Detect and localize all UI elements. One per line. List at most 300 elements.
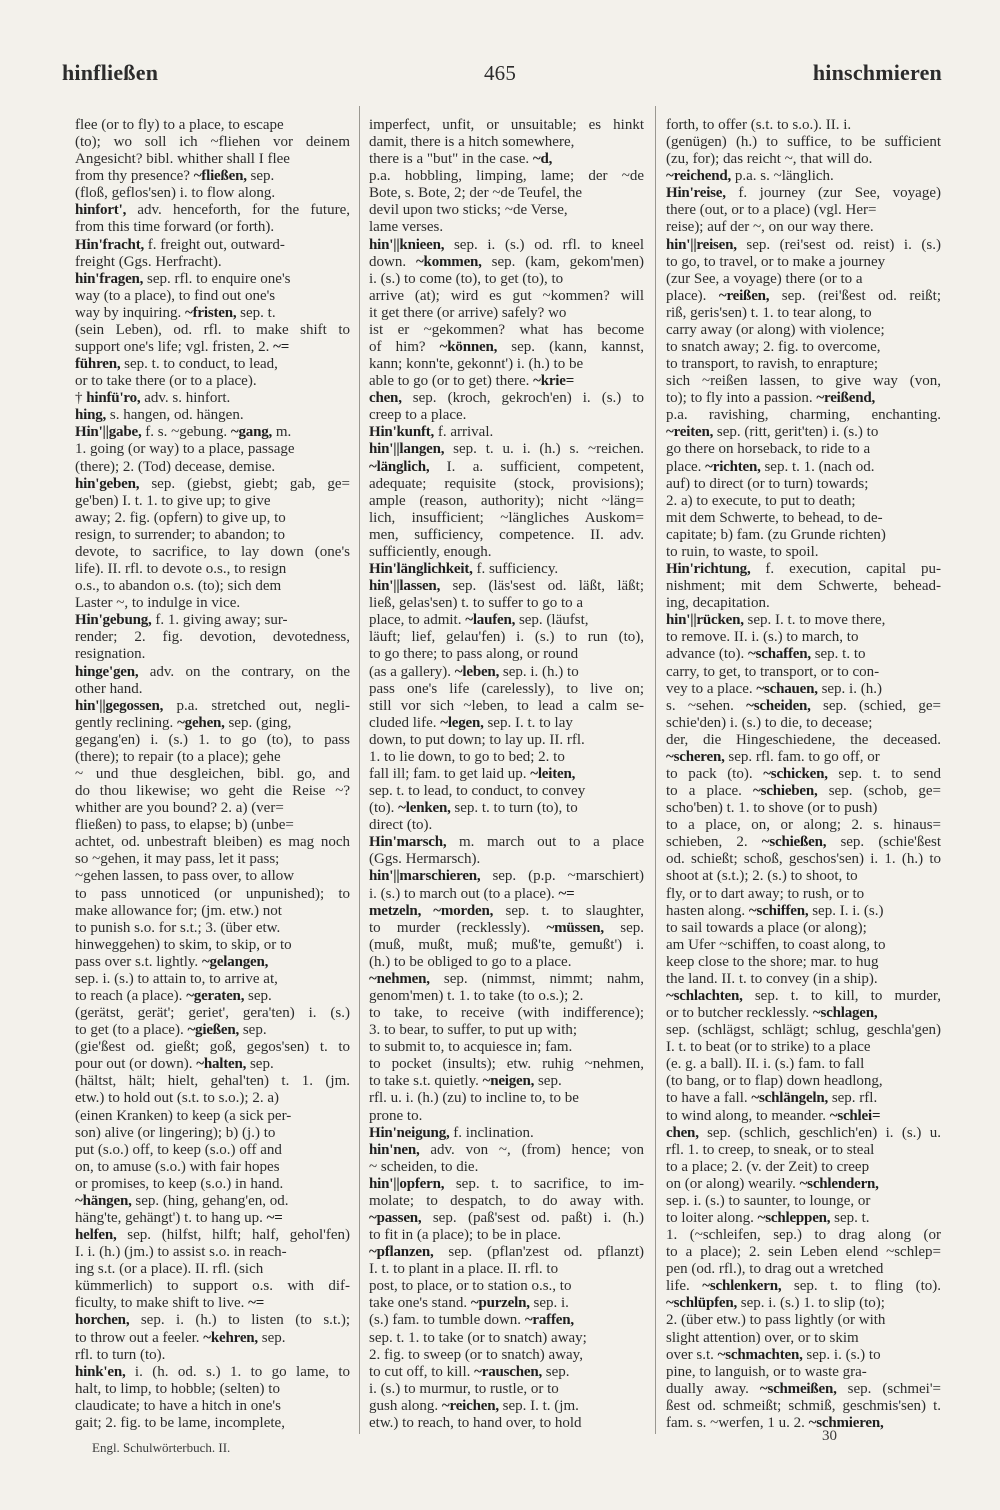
headword: ~schleppen, xyxy=(757,1210,831,1226)
entry-line xyxy=(666,237,941,254)
entry-line xyxy=(75,646,350,663)
headword: ~d, xyxy=(532,151,553,168)
entry-line-text xyxy=(369,441,644,458)
entry-text: schieben, 2. xyxy=(666,834,762,851)
entry-line xyxy=(75,1176,350,1193)
entry-line-text xyxy=(75,305,276,322)
entry-text: achtet, od. unbestraft bleiben) es mag noch xyxy=(75,834,350,851)
entry-line-text xyxy=(666,629,858,646)
entry-line-text xyxy=(666,339,881,356)
entry-line xyxy=(75,937,350,954)
entry-line-text xyxy=(369,322,644,339)
entry-line-text xyxy=(369,886,574,903)
entry-line-text xyxy=(369,1295,569,1312)
entry-text: 2. (über etw.) to pass lightly (or with xyxy=(666,1312,886,1329)
entry-line-text xyxy=(369,817,432,834)
headword: ~pflanzen, xyxy=(369,1244,434,1261)
entry-line-text xyxy=(369,339,644,356)
entry-line xyxy=(666,783,941,800)
entry-text: (as a gallery). xyxy=(369,663,455,680)
entry-line xyxy=(369,1364,644,1381)
entry-line-text xyxy=(369,1073,562,1090)
entry-line-text xyxy=(666,1056,864,1073)
entry-text: sep. (schied, ge= xyxy=(810,697,941,714)
entry-text: sep. xyxy=(257,1329,286,1346)
entry-text: sep. t. xyxy=(236,304,276,321)
entry-text: ample (reason, authority); nicht ~läng= xyxy=(369,492,644,509)
entry-line xyxy=(666,1090,941,1107)
entry-line xyxy=(666,715,941,732)
entry-text: sep. t. to conduct, to lead, xyxy=(120,356,278,373)
headword: ~schießen, xyxy=(761,834,827,851)
entry-text: sep. t. to sacrifice, to im- xyxy=(444,1175,644,1192)
entry-text: mit dem Schwerte, to behead, to de- xyxy=(666,509,883,526)
entry-line xyxy=(369,1398,644,1415)
entry-text: 2. fig. to sweep (or to snatch) away, xyxy=(369,1346,583,1363)
headword: ~kehren, xyxy=(203,1329,258,1346)
entry-text: imperfect, unfit, or unsuitable; es hinkt xyxy=(369,117,644,133)
entry-line xyxy=(369,766,644,783)
entry-text: sep. I. i. (s.) xyxy=(808,902,884,919)
entry-line xyxy=(369,629,644,646)
entry-line-text xyxy=(369,493,644,510)
headword: ~schieben, xyxy=(753,783,818,800)
headword: ~reißen, xyxy=(718,287,770,304)
entry-line xyxy=(369,1005,644,1022)
entry-line xyxy=(369,903,644,920)
entry-line-text xyxy=(666,1210,870,1227)
entry-line xyxy=(666,937,941,954)
entry-line xyxy=(75,356,350,373)
entry-line-text xyxy=(369,544,491,561)
entry-text: ing, decapitation. xyxy=(666,595,770,612)
entry-text: f. journey (zur See, voyage) xyxy=(725,185,941,202)
entry-text: to pack (to). xyxy=(666,765,764,782)
entry-line xyxy=(75,1347,350,1364)
entry-line-text xyxy=(75,1108,291,1125)
entry-line xyxy=(369,1261,644,1278)
entry-text: 3. to bear, to suffer, to put up with; xyxy=(369,1022,578,1039)
entry-text: to take, to receive (with indifference); xyxy=(369,1005,644,1022)
entry-line xyxy=(369,288,644,305)
entry-text: sep. (hing, gehang'en, od. xyxy=(131,1192,289,1209)
entry-text: son) alive (or lingering); b) (j.) to xyxy=(75,1124,276,1141)
entry-line xyxy=(75,271,350,288)
entry-line-text xyxy=(666,612,885,629)
entry-text: f. sufficiency. xyxy=(472,561,559,578)
entry-line-text xyxy=(666,1330,859,1347)
entry-line xyxy=(666,117,941,134)
entry-line xyxy=(666,1159,941,1176)
entry-text: sep. (hilfst, hilft; half, gehol'fen) xyxy=(116,1227,350,1244)
entry-line-text xyxy=(75,1142,282,1159)
headword: ~schlängeln, xyxy=(751,1090,829,1107)
entry-line-text xyxy=(75,698,350,715)
page-number: 465 xyxy=(483,61,517,85)
entry-line xyxy=(75,817,350,834)
entry-text: sep. (läufst, xyxy=(515,612,589,629)
entry-text: sep. (schlich, geschlich'en) i. (s.) u. xyxy=(698,1124,941,1141)
entry-text: gently reclining. xyxy=(75,714,178,731)
entry-line-text xyxy=(369,1312,574,1329)
entry-text: whither are you bound? 2. a) (ver= xyxy=(75,800,284,817)
entry-line-text xyxy=(369,373,574,390)
entry-line xyxy=(75,202,350,219)
entry-text: fam. s. ~werfen, 1 u. 2. xyxy=(666,1414,809,1431)
headword: ~schlenkern, xyxy=(702,1278,782,1295)
headword: ~geraten, xyxy=(186,987,245,1004)
headword: hinfort', xyxy=(75,202,127,219)
entry-line-text xyxy=(369,1090,579,1107)
entry-text: to have a fall. xyxy=(666,1090,752,1107)
entry-text: molate; to despatch, to do away with. xyxy=(369,1192,644,1209)
entry-text: lame verses. xyxy=(369,219,444,236)
entry-line xyxy=(369,1210,644,1227)
headword: ~leben, xyxy=(454,663,500,680)
headword: ~schaffen, xyxy=(748,646,811,663)
entry-line xyxy=(666,510,941,527)
entry-line xyxy=(369,681,644,698)
headword: ~gießen, xyxy=(187,1022,240,1039)
entry-line-text xyxy=(666,817,941,834)
entry-line-text xyxy=(666,698,941,715)
entry-line xyxy=(369,459,644,476)
entry-text: I. i. (h.) (jm.) to assist s.o. in reach- xyxy=(75,1244,287,1261)
entry-text: keep close to the shore; mar. to hug xyxy=(666,953,879,970)
entry-line-text xyxy=(75,886,350,903)
entry-line xyxy=(666,339,941,356)
entry-text: to transport, to ravish, to enrapture; xyxy=(666,356,879,373)
entry-text: ing s.t. (or a place). II. rfl. (sich xyxy=(75,1261,264,1278)
entry-line-text xyxy=(369,407,466,424)
headword: Hin'gebung, xyxy=(75,612,152,629)
entry-text: life). II. rfl. to devote o.s., to resign xyxy=(75,561,287,578)
entry-line xyxy=(75,1005,350,1022)
entry-line-text xyxy=(666,664,879,681)
entry-text: pen (od. rfl.), to drag out a wretched xyxy=(666,1261,884,1278)
entry-line-text xyxy=(369,629,644,646)
headword: ~legen, xyxy=(440,714,484,731)
entry-line-text xyxy=(666,1176,879,1193)
headword: Hin'marsch, xyxy=(369,834,447,851)
entry-text: p.a. stretched out, negli- xyxy=(163,697,350,714)
entry-text: sep. t. xyxy=(830,1210,870,1226)
entry-line xyxy=(666,664,941,681)
entry-text: sep. xyxy=(603,919,644,936)
entry-line-text xyxy=(666,510,883,527)
entry-line-text xyxy=(75,288,275,305)
entry-text: sep. I. t. to move there, xyxy=(743,612,886,629)
entry-text: other hand. xyxy=(75,680,143,697)
entry-line-text xyxy=(369,903,644,920)
entry-line-text xyxy=(369,1005,644,1022)
entry-line-text xyxy=(75,903,282,920)
entry-text: p.a. s. ~länglich. xyxy=(731,168,834,185)
entry-line xyxy=(666,459,941,476)
entry-line xyxy=(369,134,644,151)
entry-line xyxy=(666,1227,941,1244)
entry-text: shoot at (s.t.); 2. (s.) to shoot, to xyxy=(666,868,858,885)
entry-line xyxy=(369,271,644,288)
entry-line xyxy=(369,1142,644,1159)
entry-text: render; 2. fig. devotion, devotedness, xyxy=(75,629,350,646)
entry-text: sep. (kann, kannst, xyxy=(497,339,644,356)
entry-line-text xyxy=(75,476,350,493)
entry-line xyxy=(75,339,350,356)
entry-text: sep. (giebst, giebt; gab, ge= xyxy=(139,475,350,492)
headword: ~schlei= xyxy=(829,1107,881,1124)
entry-line xyxy=(666,1056,941,1073)
entry-line xyxy=(75,544,350,561)
entry-line-text xyxy=(666,271,863,288)
entry-text: hinweggehen) to skim, to skip, or to xyxy=(75,936,292,953)
entry-line xyxy=(666,407,941,424)
entry-line xyxy=(666,424,941,441)
headword: hinge'gen, xyxy=(75,663,139,680)
entry-text: schie'den) i. (s.) to die, to decease; xyxy=(666,714,873,731)
entry-text: direct (to). xyxy=(369,817,433,834)
entry-text: make allowance for; (jm. etw.) not xyxy=(75,902,282,919)
entry-line xyxy=(666,629,941,646)
entry-line xyxy=(75,237,350,254)
entry-line xyxy=(75,1295,350,1312)
entry-text: gush along. xyxy=(369,1397,442,1414)
entry-text: to go, to travel, or to make a journey xyxy=(666,253,886,270)
entry-text: sep. rfl. to enquire one's xyxy=(143,270,291,287)
entry-text: (Ggs. Hermarsch). xyxy=(369,851,481,868)
entry-line-text xyxy=(369,134,574,151)
entry-text: rfl. to turn (to). xyxy=(75,1346,166,1363)
headword: Hin'länglichkeit, xyxy=(369,561,473,578)
entry-line xyxy=(369,1159,644,1176)
headword: metzeln, ~morden, xyxy=(369,902,494,919)
entry-line-text xyxy=(369,476,644,493)
entry-text: arrive (at); wird es gut ~kommen? will xyxy=(369,287,644,304)
entry-line-text xyxy=(369,1347,583,1364)
entry-line xyxy=(369,339,644,356)
headword: hin'||marschieren, xyxy=(369,868,481,885)
entry-line-text xyxy=(369,237,644,254)
entry-text: post, to place, or to station o.s., to xyxy=(369,1278,572,1295)
entry-line-text xyxy=(666,168,834,185)
entry-line-text xyxy=(369,1159,478,1176)
entry-line-text xyxy=(369,1364,570,1381)
entry-text: adv. henceforth, for the future, xyxy=(126,202,350,219)
entry-line xyxy=(666,1193,941,1210)
entry-line xyxy=(75,1398,350,1415)
headword: ~scheiden, xyxy=(746,697,811,714)
entry-line-text xyxy=(75,510,286,527)
entry-text: sep. i. (s.) od. rfl. to kneel xyxy=(444,236,644,253)
entry-line xyxy=(666,903,941,920)
entry-line-text xyxy=(666,544,819,561)
entry-line-text xyxy=(666,493,856,510)
entry-text: sep. (p.p. ~marschiert) xyxy=(480,868,644,885)
entry-line xyxy=(666,988,941,1005)
entry-line xyxy=(666,1415,941,1432)
entry-text: am Ufer ~schiffen, to coast along, to xyxy=(666,936,886,953)
entry-text: sep. (kroch, gekroch'en) i. (s.) to xyxy=(401,390,644,407)
entry-line xyxy=(75,1244,350,1261)
entry-line xyxy=(666,1278,941,1295)
entry-text: to ruin, to waste, to spoil. xyxy=(666,543,819,560)
headword: horchen, xyxy=(75,1312,130,1329)
entry-line-text xyxy=(75,1159,280,1176)
entry-line-text xyxy=(75,1210,283,1227)
entry-line-text xyxy=(369,356,583,373)
entry-line xyxy=(666,1398,941,1415)
entry-line xyxy=(369,356,644,373)
entry-text: freight (Ggs. Herfracht). xyxy=(75,253,222,270)
entry-text: 1. going (or way) to a place, passage xyxy=(75,441,295,458)
entry-text: pour out (or down). xyxy=(75,1056,197,1073)
entry-line xyxy=(75,1125,350,1142)
headword: Hin'neigung, xyxy=(369,1124,450,1141)
entry-line xyxy=(666,168,941,185)
entry-text: gegang'en) i. (s.) 1. to go (to), to pass xyxy=(75,731,350,748)
entry-line-text xyxy=(369,646,578,663)
entry-text: to reach (a place). xyxy=(75,987,187,1004)
entry-line xyxy=(666,305,941,322)
entry-line xyxy=(75,185,350,202)
entry-text: advance (to). xyxy=(666,646,749,663)
headword: hing, xyxy=(75,407,107,424)
headword: ~schiffen, xyxy=(748,902,809,919)
entry-text: ließ, gelas'sen) t. to suffer to go to a xyxy=(369,595,584,612)
entry-text: Bote, s. Bote, 2; der ~de Teufel, the xyxy=(369,185,582,202)
entry-text: (floß, geflos'sen) i. to flow along. xyxy=(75,185,276,202)
entry-line-text xyxy=(75,237,285,254)
entry-line-text xyxy=(666,988,941,1005)
entry-text: häng'te, gehängt') t. to hang up. xyxy=(75,1210,267,1226)
headword: hin'||reisen, xyxy=(666,236,737,253)
entry-text: fly, or to dart away; to rush, or to xyxy=(666,885,865,902)
headword: hin'fragen, xyxy=(75,270,144,287)
entry-line-text xyxy=(369,271,563,288)
entry-line xyxy=(369,185,644,202)
entry-text: sep. (kam, gekom'men) xyxy=(481,253,644,270)
entry-text: (to). xyxy=(369,800,399,817)
entry-text: from thy presence? xyxy=(75,168,194,185)
entry-line-text xyxy=(666,424,878,441)
entry-line xyxy=(666,698,941,715)
entry-line xyxy=(75,595,350,612)
headword: Hin'reise, xyxy=(666,185,726,202)
headword: chen, xyxy=(666,1124,699,1141)
entry-text: to murder (recklessly). xyxy=(369,919,547,936)
entry-line xyxy=(369,920,644,937)
entry-line-text xyxy=(75,424,291,441)
entry-line-text xyxy=(369,578,644,595)
entry-text: sep. (schmei'= xyxy=(836,1380,942,1397)
entry-line-text xyxy=(369,1142,644,1159)
headword: ~gehen, xyxy=(177,714,225,731)
entry-text: way by inquiring. xyxy=(75,304,185,321)
entry-line xyxy=(666,1073,941,1090)
entry-line xyxy=(666,493,941,510)
entry-line xyxy=(369,1278,644,1295)
entry-text: adv. on the contrary, on the xyxy=(138,663,350,680)
entry-text: sep. (läs'sest od. läßt, läßt; xyxy=(440,578,644,595)
entry-line-text xyxy=(666,390,875,407)
entry-text: rfl. 1. to creep, to sneak, or to steal xyxy=(666,1141,875,1158)
entry-line xyxy=(369,168,644,185)
entry-line-text xyxy=(369,595,583,612)
entry-line-text xyxy=(666,254,885,271)
headword: hin'||lassen, xyxy=(369,578,441,595)
entry-text: gait; 2. fig. to be lame, incomplete, xyxy=(75,1414,285,1431)
entry-line xyxy=(75,1159,350,1176)
entry-line xyxy=(369,1022,644,1039)
entry-line-text xyxy=(666,578,941,595)
headword: hin'nen, xyxy=(369,1141,420,1158)
entry-line-text xyxy=(666,407,941,424)
entry-line xyxy=(666,254,941,271)
entry-text: ge'ben) I. t. 1. to give up; to give xyxy=(75,492,271,509)
headword: ~fristen, xyxy=(185,304,237,321)
entry-text: on, to amuse (s.o.) with fair hopes xyxy=(75,1158,280,1175)
entry-text: or to butcher recklessly. xyxy=(666,1005,813,1022)
entry-line xyxy=(369,1090,644,1107)
entry-text: or to take there (or to a place). xyxy=(75,373,257,390)
entry-line xyxy=(75,561,350,578)
entry-line-text xyxy=(75,219,274,236)
entry-line xyxy=(75,1312,350,1329)
entry-line-text xyxy=(75,1330,285,1347)
entry-text: it get there (or arrive) safely? wo xyxy=(369,304,567,321)
entry-text: etw.) to reach, to hand over, to hold xyxy=(369,1414,582,1431)
entry-text: to a place, on, or along; 2. s. hinaus= xyxy=(666,817,941,834)
entry-line xyxy=(75,151,350,168)
entry-line-text xyxy=(369,390,644,407)
entry-line xyxy=(369,1244,644,1261)
entry-line-text xyxy=(369,1125,534,1142)
entry-text: adv. s. hinfort. xyxy=(140,390,231,407)
entry-line xyxy=(666,1210,941,1227)
entry-text: go there on horseback, to ride to a xyxy=(666,441,871,458)
entry-line xyxy=(75,1056,350,1073)
entry-text: to throw out a feeler. xyxy=(75,1329,204,1346)
entry-line xyxy=(369,851,644,868)
entry-line-text xyxy=(369,1278,571,1295)
entry-text: sep. xyxy=(246,1056,274,1073)
entry-line-text xyxy=(666,1244,941,1261)
entry-text: f. inclination. xyxy=(449,1124,534,1141)
entry-line xyxy=(666,1330,941,1347)
entry-text: auf) to direct (or to turn) towards; xyxy=(666,475,869,492)
entry-line-text xyxy=(75,407,244,424)
headword: ~schlüpfen, xyxy=(666,1295,738,1312)
entry-text: sep. i. xyxy=(529,1295,569,1312)
entry-line xyxy=(369,1108,644,1125)
entry-line-text xyxy=(75,937,292,954)
entry-line-text xyxy=(369,851,480,868)
entry-text: läuft; lief, gelau'fen) i. (s.) to run (to), xyxy=(369,629,644,646)
entry-line xyxy=(75,407,350,424)
entry-line-text xyxy=(75,834,350,851)
entry-line-text xyxy=(75,390,230,407)
entry-text: of him? xyxy=(369,339,440,356)
entry-text: men, sufficiency, competence. II. adv. xyxy=(369,526,644,543)
entry-text: or promises, to keep (s.o.) in hand. xyxy=(75,1175,284,1192)
entry-line-text xyxy=(666,117,851,134)
entry-line-text xyxy=(666,1159,869,1176)
entry-text: creep to a place. xyxy=(369,407,467,424)
entry-text: m. xyxy=(272,424,292,441)
entry-line-text xyxy=(666,219,874,236)
entry-line-text xyxy=(666,1022,941,1039)
entry-line-text xyxy=(369,1108,422,1125)
